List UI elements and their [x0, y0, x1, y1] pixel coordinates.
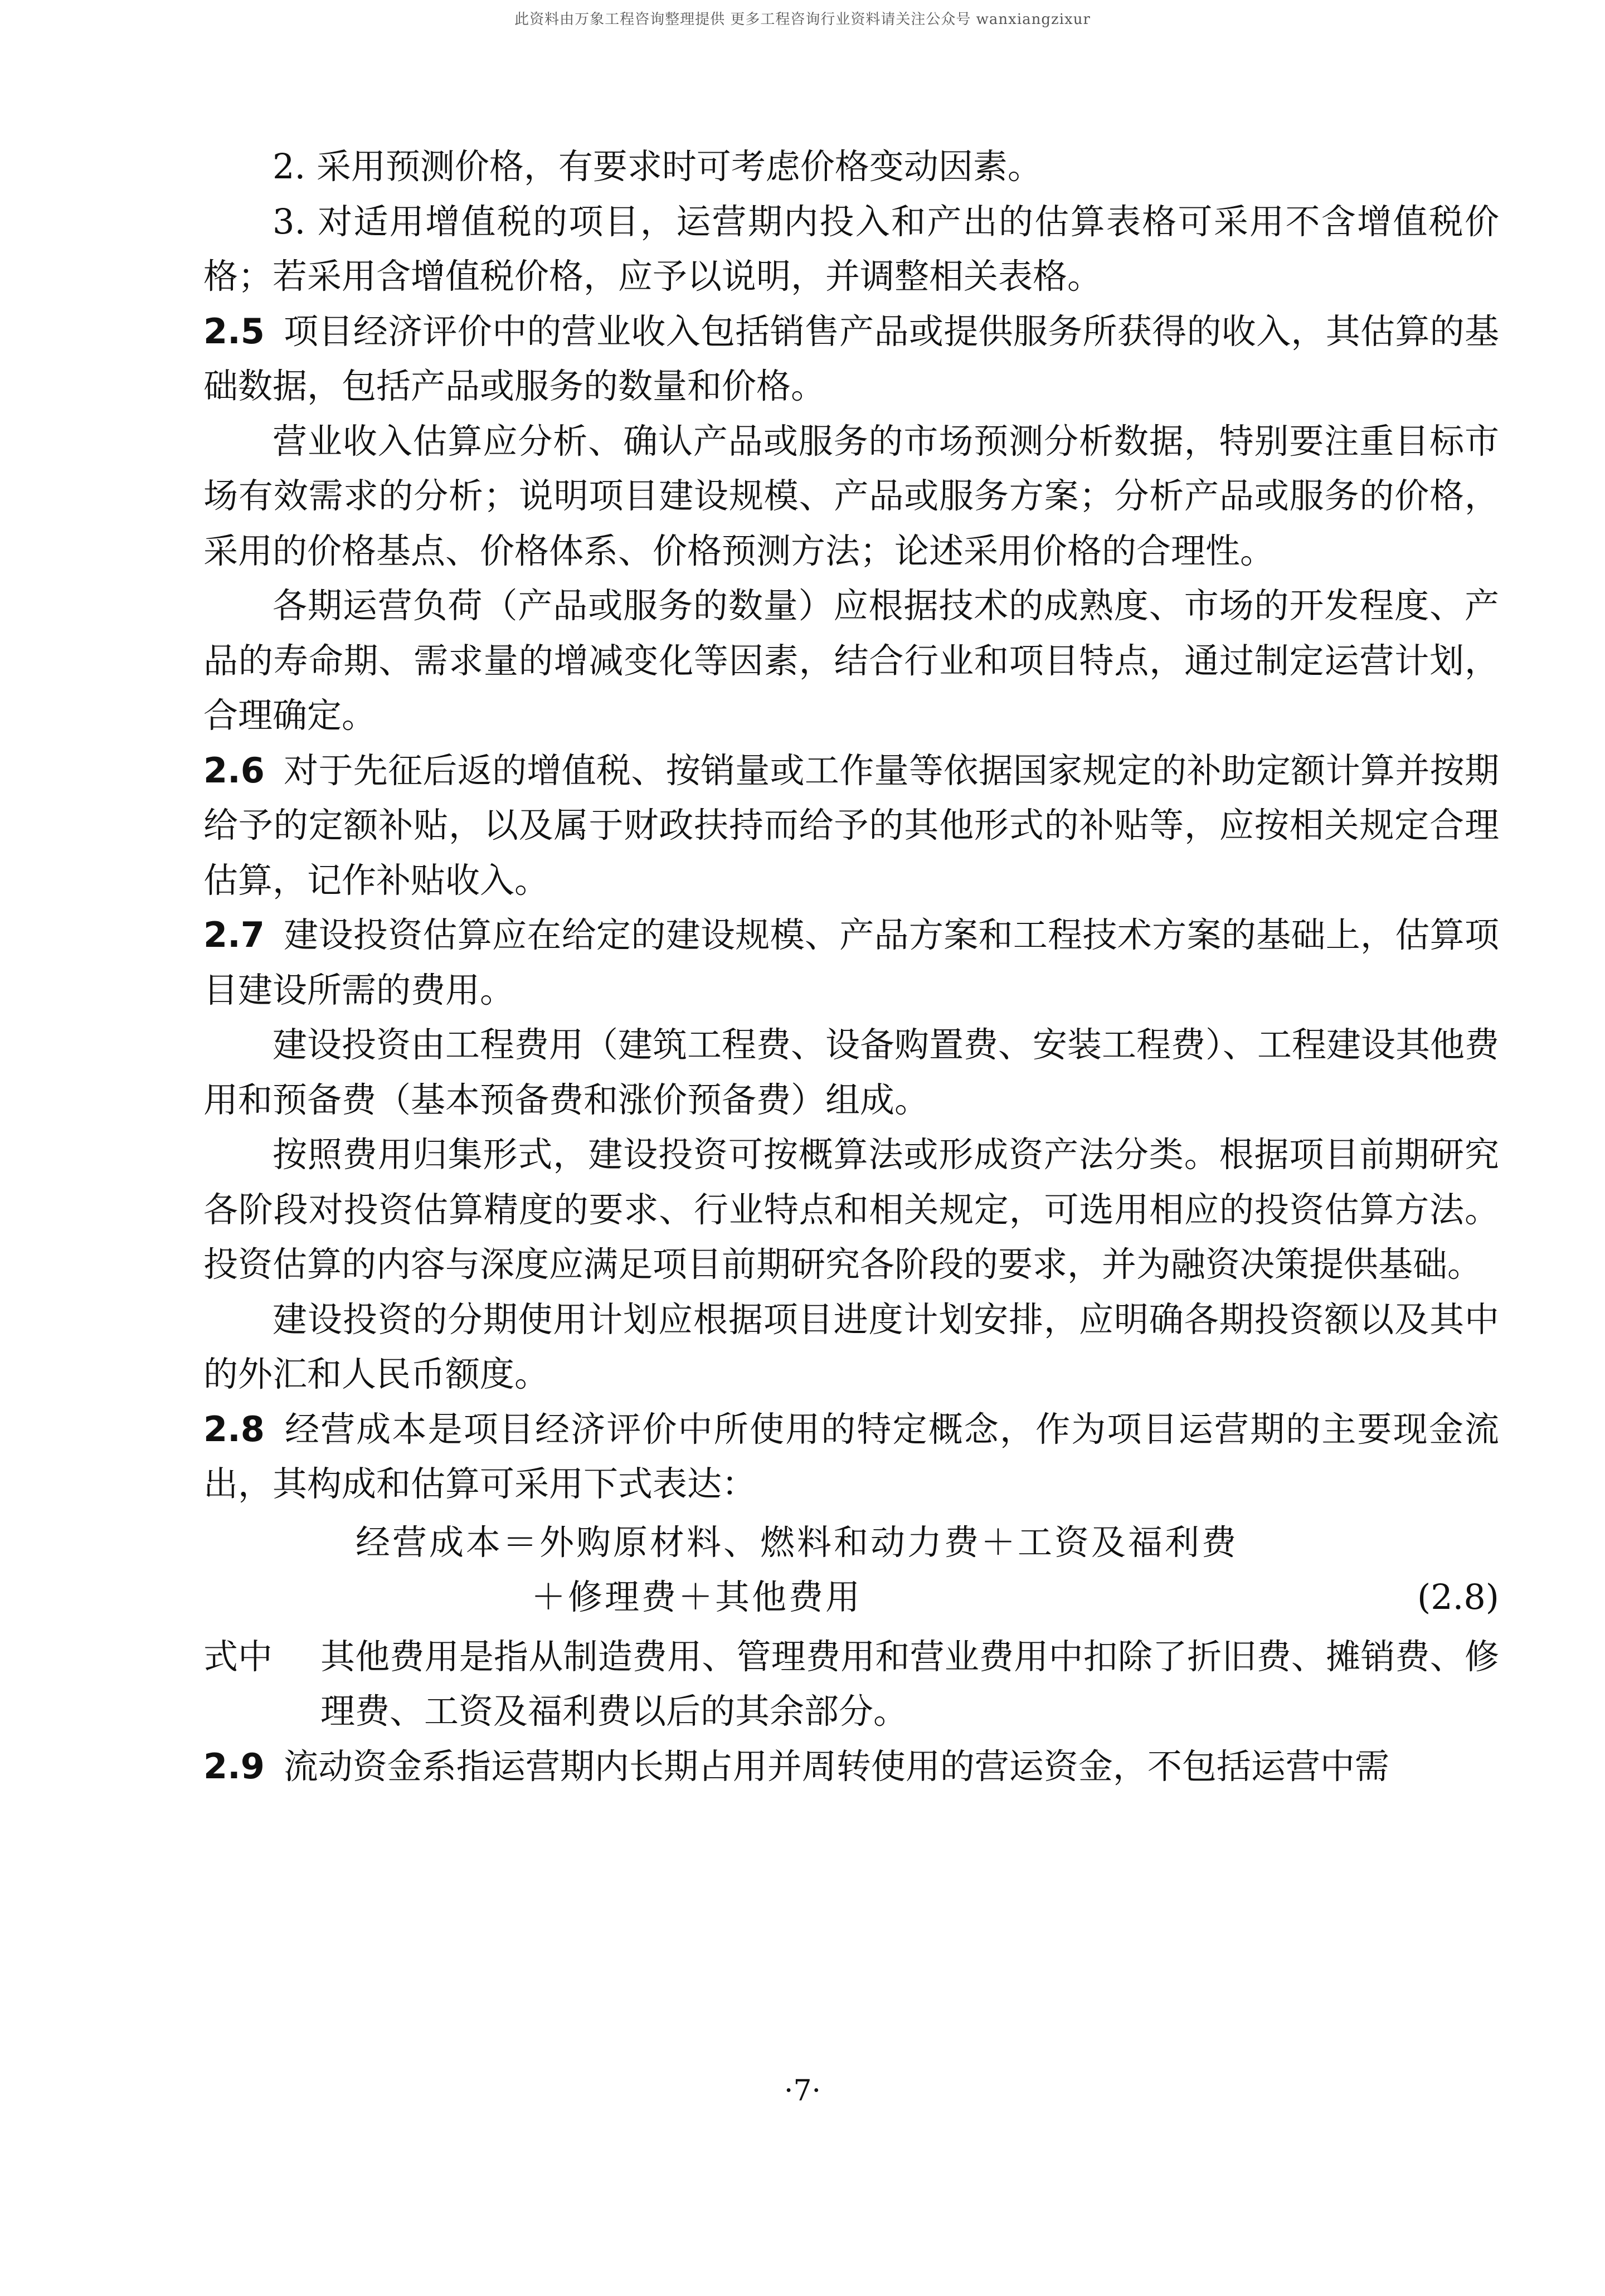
header-watermark: 此资料由万象工程咨询整理提供 更多工程咨询行业资料请关注公众号 wanxiangzixur [514, 11, 1091, 28]
clause-text: 建设投资估算应在给定的建设规模、产品方案和工程技术方案的基础上，估算项目建设所需的费用。 [203, 914, 1499, 1010]
clause-number: 2.6 [203, 750, 265, 791]
formula-number: (2.8) [1417, 1576, 1499, 1617]
clause-2-7-paragraph-1: 建设投资由工程费用（建筑工程费、设备购置费、安装工程费）、工程建设其他费用和预备费（基本预备费和涨价预备费）组成。 [203, 1024, 1500, 1120]
clause-2-7-paragraph-3: 建设投资的分期使用计划应根据项目进度计划安排，应明确各期投资额以及其中的外汇和人民币额度。 [203, 1298, 1499, 1394]
where-label: 式中 [203, 1636, 273, 1677]
clause-2-5-paragraph-2: 各期运营负荷（产品或服务的数量）应根据技术的成熟度、市场的开发程度、产品的寿命期、需求量的增减变化等因素，结合行业和项目特点，通过制定运营计划，合理确定。 [203, 585, 1499, 736]
clause-2-8 [203, 1402, 1499, 1512]
clause-2-9 [203, 1739, 1499, 1794]
formula-line-2: ＋修理费＋其他费用 [531, 1576, 863, 1617]
item-3-paragraph: 3. 对适用增值税的项目，运营期内投入和产出的估算表格可采用不含增值税价格；若采用含增值税价格，应予以说明，并调整相关表格。 [203, 201, 1499, 296]
item-2-paragraph: 2. 采用预测价格，有要求时可考虑价格变动因素。 [273, 146, 1042, 187]
clause-number: 2.8 [203, 1408, 265, 1449]
page-number: ·7· [784, 2074, 821, 2108]
clause-number: 2.7 [203, 914, 265, 955]
clause-2-7 [203, 908, 1499, 1018]
formula-definition [203, 1629, 1499, 1739]
clause-2-5 [203, 304, 1499, 414]
formula-line-1: 经营成本＝外购原材料、燃料和动力费＋工资及福利费 [356, 1521, 1239, 1563]
body-text [203, 139, 1499, 1794]
clause-text: 对于先征后返的增值税、按销量或工作量等依据国家规定的补助定额计算并按期给予的定额补贴，以及属于财政扶持而给予的其他形式的补贴等，应按相关规定合理估算，记作补贴收入。 [203, 750, 1499, 901]
where-text: 其他费用是指从制造费用、管理费用和营业费用中扣除了折旧费、摊销费、修理费、工资及福利费以后的其余部分。 [320, 1636, 1499, 1731]
clause-text: 项目经济评价中的营业收入包括销售产品或提供服务所获得的收入，其估算的基础数据，包括产品或服务的数量和价格。 [203, 310, 1499, 406]
clause-number: 2.5 [203, 310, 265, 352]
clause-number: 2.9 [203, 1745, 265, 1787]
clause-text: 流动资金系指运营期内长期占用并周转使用的营运资金，不包括运营中需 [283, 1745, 1389, 1787]
formula-2-8 [203, 1515, 1499, 1625]
clause-text: 经营成本是项目经济评价中所使用的特定概念，作为项目运营期的主要现金流出，其构成和估算可采用下式表达： [203, 1408, 1499, 1504]
clause-2-7-paragraph-2: 按照费用归集形式，建设投资可按概算法或形成资产法分类。根据项目前期研究各阶段对投资估算精度的要求、行业特点和相关规定，可选用相应的投资估算方法。投资估算的内容与深度应满足项目前期研究各阶段的要求，并为融资决策提供基础。 [203, 1134, 1499, 1285]
clause-2-5-paragraph-1: 营业收入估算应分析、确认产品或服务的市场预测分析数据，特别要注重目标市场有效需求的分析；说明项目建设规模、产品或服务方案；分析产品或服务的价格，采用的价格基点、价格体系、价格预测方法；论述采用价格的合理性。 [203, 420, 1499, 571]
clause-2-6 [203, 743, 1499, 908]
